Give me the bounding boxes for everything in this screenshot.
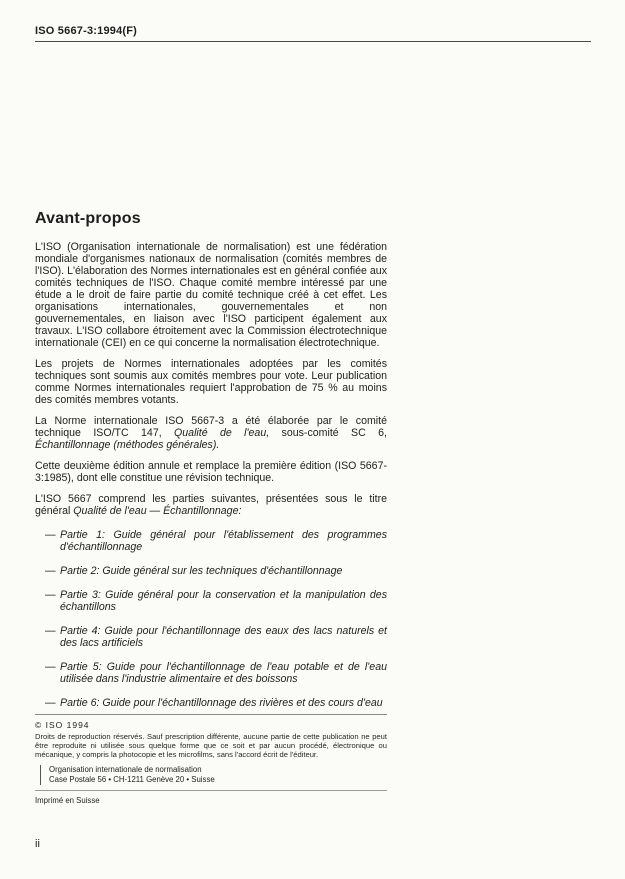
paragraph-5 bbox=[35, 493, 387, 517]
list-item-part-2 bbox=[35, 565, 387, 577]
series-title: Qualité de l'eau — Échantillonnage: bbox=[73, 505, 242, 517]
page-number: ii bbox=[35, 838, 40, 850]
publisher-name: Organisation internationale de normalisation bbox=[49, 765, 202, 775]
list-item-text: Partie 4: Guide pour l'échantillonnage des eaux des lacs naturels et des lacs artificiels bbox=[60, 625, 387, 649]
committee-title: Qualité de l'eau, bbox=[174, 427, 270, 439]
list-item-part-1 bbox=[35, 529, 387, 553]
parts-list bbox=[35, 529, 387, 709]
list-item-text: Partie 6: Guide pour l'échantillonnage des rivières et des cours d'eau bbox=[60, 697, 383, 709]
document-reference: ISO 5667-3:1994(F) bbox=[35, 25, 138, 37]
list-dash: — bbox=[45, 565, 56, 577]
paragraph-2: Les projets de Normes internationales adoptées par les comités techniques sont soumis aux comités membres pour vote. Leur publication comme Normes internationales requiert l'approbation de 75 % au moins des comités membres votants. bbox=[35, 358, 387, 406]
paragraph-1: L'ISO (Organisation internationale de normalisation) est une fédération mondiale d'organismes nationaux de normalisation (comités membres de l'ISO). L'élaboration des Normes internationales est en général confiée aux comités techniques de l'ISO. Chaque comité membre intéressé par une étude a le droit de faire partie du comité technique créé à cet effet. Les organisations internationales, gouvernementales et non gouvernementales, en liaison avec l'ISO participent également aux travaux. L'ISO collabore étroitement avec la Commission électrotechnique internationale (CEI) en ce qui concerne la normalisation électrotechnique. bbox=[35, 241, 387, 349]
publisher-block bbox=[40, 765, 387, 784]
list-item-text: Partie 2: Guide général sur les techniques d'échantillonnage bbox=[60, 565, 343, 577]
paragraph-4: Cette deuxième édition annule et remplace la première édition (ISO 5667-3:1985), dont elle constitue une révision technique. bbox=[35, 460, 387, 484]
copyright-line: © ISO 1994 bbox=[35, 720, 90, 730]
list-item-part-3 bbox=[35, 589, 387, 613]
list-item-text: Partie 3: Guide général pour la conservation et la manipulation des échantillons bbox=[60, 589, 387, 613]
paragraph-3 bbox=[35, 415, 387, 451]
paragraph-3-text: sous-comité SC 6, bbox=[269, 427, 387, 439]
list-item-part-6 bbox=[35, 697, 387, 709]
foreword-title: Avant-propos bbox=[35, 209, 141, 227]
foreword-body bbox=[35, 241, 387, 721]
list-dash: — bbox=[45, 529, 56, 541]
list-dash: — bbox=[45, 697, 56, 709]
copyright-rule-top bbox=[35, 714, 387, 715]
header-rule bbox=[35, 41, 591, 42]
paragraph-3-text: La Norme internationale ISO 5667-3 a été élaborée par le comité technique ISO/TC 147, bbox=[35, 415, 387, 439]
list-dash: — bbox=[45, 589, 56, 601]
copyright-block bbox=[35, 714, 387, 805]
list-dash: — bbox=[45, 661, 56, 673]
subcommittee-title: Échantillonnage (méthodes générales). bbox=[35, 439, 220, 451]
list-item-text: Partie 5: Guide pour l'échantillonnage de l'eau potable et de l'eau utilisée dans l'industrie alimentaire et des boissons bbox=[60, 661, 387, 685]
paragraph-5-text: L'ISO 5667 comprend les parties suivantes, présentées sous le titre général bbox=[35, 493, 387, 517]
copyright-notice: Droits de reproduction réservés. Sauf prescription différente, aucune partie de cette publication ne peut être reproduite ni utilisée sous quelque forme que ce soit et par aucun procédé, électronique ou mécanique, y compris la photocopie et les microfilms, sans l'accord écrit de l'éditeur. bbox=[35, 732, 387, 759]
list-item-part-5 bbox=[35, 661, 387, 685]
list-dash: — bbox=[45, 625, 56, 637]
copyright-rule-bottom bbox=[35, 790, 387, 791]
printed-in: Imprimé en Suisse bbox=[35, 795, 100, 805]
publisher-address: Case Postale 56 • CH-1211 Genève 20 • Suisse bbox=[49, 774, 215, 784]
list-item-text: Partie 1: Guide général pour l'établissement des programmes d'échantillonnage bbox=[60, 529, 387, 553]
list-item-part-4 bbox=[35, 625, 387, 649]
